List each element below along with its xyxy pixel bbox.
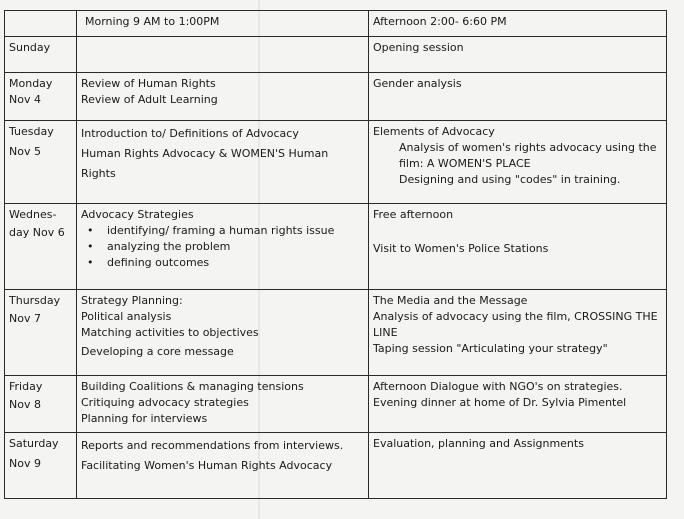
header-row <box>5 11 667 37</box>
day-date: Nov 7 <box>9 312 41 325</box>
session-text: Building Coalitions & managing tensions <box>81 380 304 393</box>
day-name: Sunday <box>9 41 51 54</box>
afternoon-cell <box>369 37 667 73</box>
day-date: day Nov 6 <box>9 226 65 239</box>
session-text: Reports and recommendations from interviews. <box>81 439 344 452</box>
spacer <box>373 223 662 241</box>
session-text: Critiquing advocacy strategies <box>81 396 249 409</box>
session-text: Review of Adult Learning <box>81 93 218 106</box>
morning-cell <box>77 376 369 433</box>
afternoon-cell <box>369 121 667 204</box>
session-text: Matching activities to objectives <box>81 326 259 339</box>
day-cell <box>5 204 77 290</box>
session-text: The Media and the Message <box>373 294 528 307</box>
schedule-row-monday <box>5 73 667 121</box>
session-text: Human Rights Advocacy & WOMEN'S Human Rights <box>81 147 329 180</box>
training-schedule-table <box>4 10 667 499</box>
day-name: Tuesday <box>9 125 54 138</box>
afternoon-cell <box>369 433 667 499</box>
afternoon-cell <box>369 376 667 433</box>
session-text: Designing and using "codes" in training. <box>399 173 621 186</box>
day-date: Nov 4 <box>9 93 41 106</box>
day-cell <box>5 121 77 204</box>
bullet-item: • identifying/ framing a human rights issue <box>81 223 364 239</box>
session-text: Taping session "Articulating your strategy" <box>373 342 608 355</box>
schedule-row-thursday <box>5 290 667 376</box>
session-text: Evaluation, planning and Assignments <box>373 437 584 450</box>
session-text: Political analysis <box>81 310 172 323</box>
morning-cell <box>77 204 369 290</box>
session-text: Facilitating Women's Human Rights Advocacy <box>81 459 333 472</box>
session-text: Evening dinner at home of Dr. Sylvia Pimentel <box>373 396 627 409</box>
morning-cell <box>77 121 369 204</box>
session-text: Review of Human Rights <box>81 77 216 90</box>
session-text: Planning for interviews <box>81 412 208 425</box>
session-text: Analysis of advocacy using the film, CROSSING THE LINE <box>373 310 658 339</box>
day-name: Wednes- <box>9 208 57 221</box>
session-text: Developing a core message <box>81 345 234 358</box>
schedule-row-sunday <box>5 37 667 73</box>
schedule-row-saturday <box>5 433 667 499</box>
morning-cell <box>77 433 369 499</box>
day-cell <box>5 73 77 121</box>
afternoon-cell <box>369 290 667 376</box>
header-afternoon-cell <box>369 11 667 37</box>
header-day-cell <box>5 11 77 37</box>
header-morning-cell <box>77 11 369 37</box>
session-text: Advocacy Strategies <box>81 208 194 221</box>
session-text: Visit to Women's Police Stations <box>373 242 549 255</box>
day-name: Thursday <box>9 294 61 307</box>
session-text: Analysis of women's rights advocacy using the film: A WOMEN'S PLACE <box>399 141 657 170</box>
day-date: Nov 8 <box>9 398 41 411</box>
day-cell <box>5 290 77 376</box>
day-cell <box>5 433 77 499</box>
day-name: Friday <box>9 380 43 393</box>
morning-column-heading: Morning 9 AM to 1:00PM <box>85 15 220 28</box>
afternoon-column-heading: Afternoon 2:00- 6:60 PM <box>373 15 507 28</box>
schedule-row-tuesday <box>5 121 667 204</box>
session-text: Free afternoon <box>373 208 454 221</box>
bullet-item: • defining outcomes <box>81 255 364 271</box>
day-date: Nov 9 <box>9 457 41 470</box>
morning-cell <box>77 37 369 73</box>
schedule-row-wednesday <box>5 204 667 290</box>
bullet-item: • analyzing the problem <box>81 239 364 255</box>
day-name: Monday <box>9 77 53 90</box>
schedule-row-friday <box>5 376 667 433</box>
day-name: Saturday <box>9 437 59 450</box>
session-text: Gender analysis <box>373 77 462 90</box>
day-date: Nov 5 <box>9 145 41 158</box>
morning-cell <box>77 73 369 121</box>
morning-cell <box>77 290 369 376</box>
session-text: Opening session <box>373 41 464 54</box>
afternoon-cell <box>369 73 667 121</box>
day-cell <box>5 376 77 433</box>
afternoon-cell <box>369 204 667 290</box>
session-text: Introduction to/ Definitions of Advocacy <box>81 127 299 140</box>
session-text: Strategy Planning: <box>81 294 183 307</box>
day-cell <box>5 37 77 73</box>
session-text: Afternoon Dialogue with NGO's on strategies. <box>373 380 623 393</box>
session-text: Elements of Advocacy <box>373 125 495 138</box>
